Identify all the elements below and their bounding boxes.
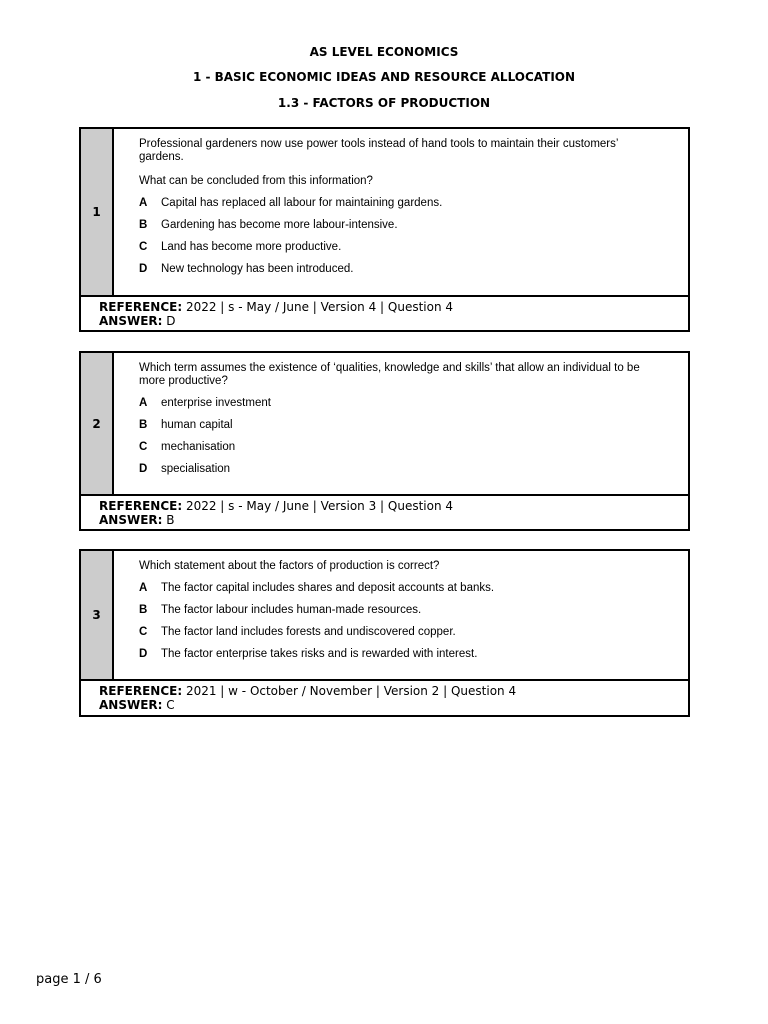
option-text: Land has become more productive. xyxy=(161,241,342,253)
option-text: The factor capital includes shares and deposit accounts at banks. xyxy=(161,582,495,594)
option-letter: C xyxy=(139,626,148,638)
option-d xyxy=(139,648,658,670)
option-letter: B xyxy=(139,219,148,231)
question-stem: Which term assumes the existence of ‘qualities, knowledge and skills’ that allow an individual to be more productive? xyxy=(139,362,640,387)
option-text: New technology has been introduced. xyxy=(161,263,354,275)
question-number: 3 xyxy=(81,551,114,679)
question-footer xyxy=(81,681,688,715)
answer-value: D xyxy=(166,314,176,328)
option-text: enterprise investment xyxy=(161,397,271,409)
option-a xyxy=(139,397,658,419)
reference-line xyxy=(99,684,688,698)
question-number: 1 xyxy=(81,129,114,295)
question-body xyxy=(114,353,688,494)
option-c xyxy=(139,626,658,648)
answer-line xyxy=(99,513,688,527)
option-letter: D xyxy=(139,463,148,475)
document-subject: AS LEVEL ECONOMICS xyxy=(309,45,459,59)
option-text: The factor enterprise takes risks and is rewarded with interest. xyxy=(161,648,478,660)
option-c xyxy=(139,241,658,263)
answer-line xyxy=(99,314,688,328)
question-card-2 xyxy=(79,351,690,531)
answer-value: C xyxy=(166,698,175,712)
option-b xyxy=(139,604,658,626)
reference-value: 2022 | s - May / June | Version 4 | Question 4 xyxy=(185,300,454,314)
answer-line xyxy=(99,698,688,712)
question-footer xyxy=(81,297,688,331)
document-unit: 1 - BASIC ECONOMIC IDEAS AND RESOURCE ALLOCATION xyxy=(192,70,576,84)
reference-line xyxy=(99,300,688,314)
option-d xyxy=(139,463,658,485)
option-text: The factor land includes forests and undiscovered copper. xyxy=(161,626,456,638)
option-text: Capital has replaced all labour for maintaining gardens. xyxy=(161,197,443,209)
question-body xyxy=(114,551,688,679)
option-letter: C xyxy=(139,441,148,453)
option-letter: D xyxy=(139,263,148,275)
option-letter: A xyxy=(139,197,148,209)
answer-value: B xyxy=(166,513,175,527)
option-c xyxy=(139,441,658,463)
option-text: specialisation xyxy=(161,463,231,475)
option-letter: C xyxy=(139,241,148,253)
option-d xyxy=(139,263,658,285)
option-text: The factor labour includes human-made resources. xyxy=(161,604,422,616)
option-letter: A xyxy=(139,397,148,409)
question-content xyxy=(81,551,688,681)
answer-label: ANSWER: xyxy=(99,513,163,527)
question-number: 2 xyxy=(81,353,114,494)
question-body xyxy=(114,129,688,295)
reference-value: 2022 | s - May / June | Version 3 | Question 4 xyxy=(185,499,454,513)
reference-label: REFERENCE: xyxy=(99,300,183,314)
option-letter: A xyxy=(139,582,148,594)
question-content xyxy=(81,353,688,496)
reference-line xyxy=(99,499,688,513)
question-stem: Which statement about the factors of production is correct? xyxy=(139,560,440,572)
option-letter: D xyxy=(139,648,148,660)
option-a xyxy=(139,582,658,604)
option-a xyxy=(139,197,658,219)
option-b xyxy=(139,219,658,241)
reference-value: 2021 | w - October / November | Version 2 | Question 4 xyxy=(185,684,517,698)
answer-label: ANSWER: xyxy=(99,698,163,712)
option-text: mechanisation xyxy=(161,441,236,453)
option-letter: B xyxy=(139,604,148,616)
option-b xyxy=(139,419,658,441)
option-text: Gardening has become more labour-intensive. xyxy=(161,219,398,231)
question-footer xyxy=(81,496,688,530)
answer-label: ANSWER: xyxy=(99,314,163,328)
question-content xyxy=(81,129,688,297)
reference-label: REFERENCE: xyxy=(99,684,183,698)
question-card-3 xyxy=(79,549,690,717)
question-card-1 xyxy=(79,127,690,332)
option-letter: B xyxy=(139,419,148,431)
question-stem: Professional gardeners now use power tools instead of hand tools to maintain their customers’ gardens. xyxy=(139,138,619,163)
option-text: human capital xyxy=(161,419,233,431)
reference-label: REFERENCE: xyxy=(99,499,183,513)
document-topic: 1.3 - FACTORS OF PRODUCTION xyxy=(277,96,491,110)
page-number: page 1 / 6 xyxy=(36,972,102,987)
question-prompt: What can be concluded from this information? xyxy=(139,175,373,187)
